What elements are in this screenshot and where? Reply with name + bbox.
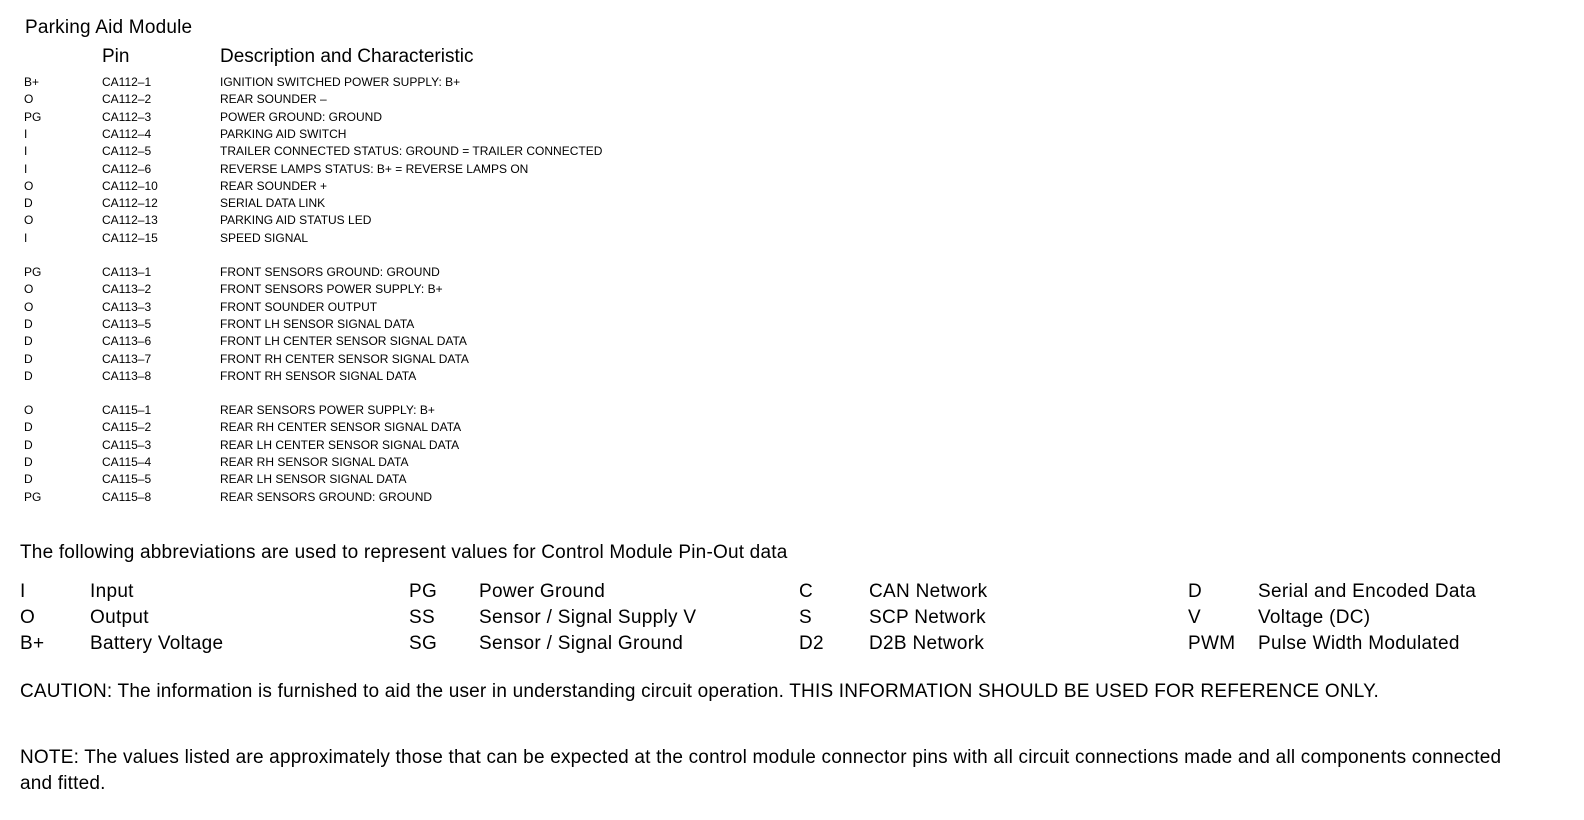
- pin-description: FRONT RH CENTER SENSOR SIGNAL DATA: [220, 351, 469, 366]
- pin-type: D: [24, 334, 33, 349]
- pin-description: IGNITION SWITCHED POWER SUPPLY: B+: [220, 75, 461, 89]
- pin-type: O: [24, 92, 34, 107]
- abbreviation-label: Voltage (DC): [1258, 607, 1371, 628]
- abbreviation-code: V: [1188, 607, 1201, 628]
- abbreviation-code: O: [20, 607, 36, 628]
- pin-description: FRONT LH SENSOR SIGNAL DATA: [220, 316, 415, 331]
- pin-type: O: [24, 282, 34, 297]
- abbreviation-code: S: [799, 607, 812, 628]
- pin-id: CA115–4: [102, 454, 152, 469]
- pin-id: CA113–3: [102, 299, 152, 314]
- pin-id: CA112–3: [102, 109, 152, 124]
- pin-type: I: [24, 126, 28, 141]
- pin-id: CA115–2: [102, 420, 152, 435]
- pin-type: PG: [24, 489, 42, 504]
- pin-type: D: [24, 454, 33, 469]
- pin-id: CA115–8: [102, 489, 152, 504]
- pin-description: FRONT LH CENTER SENSOR SIGNAL DATA: [220, 334, 467, 349]
- pin-type: D: [24, 437, 33, 452]
- pin-id: CA113–2: [102, 282, 152, 297]
- abbreviation-code: PWM: [1188, 633, 1236, 654]
- note-text: NOTE: The values listed are approximately those that can be expected at the control module connector pins with all circuit connections made and all components connected and fitted.: [20, 747, 1502, 794]
- abbreviation-label: Serial and Encoded Data: [1258, 581, 1477, 602]
- abbreviation-label: Battery Voltage: [90, 633, 224, 654]
- pin-type: D: [24, 316, 33, 331]
- pin-description: PARKING AID SWITCH: [220, 126, 347, 141]
- pin-type: O: [24, 403, 34, 417]
- pin-type: I: [24, 230, 28, 245]
- pin-description: FRONT RH SENSOR SIGNAL DATA: [220, 368, 417, 383]
- pin-type: I: [24, 144, 28, 159]
- abbreviation-label: Sensor / Signal Supply V: [479, 607, 697, 628]
- pin-id: CA113–5: [102, 316, 152, 331]
- pin-description: REAR RH CENTER SENSOR SIGNAL DATA: [220, 420, 462, 435]
- pin-id: CA115–3: [102, 437, 152, 452]
- pin-id: CA112–4: [102, 126, 152, 141]
- abbreviation-code: C: [799, 581, 814, 602]
- pin-type: B+: [24, 75, 40, 89]
- pin-column-header: Pin: [102, 46, 130, 67]
- abbreviation-code: D2: [799, 633, 824, 654]
- pin-description: REAR LH CENTER SENSOR SIGNAL DATA: [220, 437, 460, 452]
- abbreviation-label: Output: [90, 607, 149, 628]
- pin-description: REVERSE LAMPS STATUS: B+ = REVERSE LAMPS ON: [220, 161, 529, 176]
- abbreviation-label: D2B Network: [869, 633, 985, 654]
- abbreviation-code: PG: [409, 581, 438, 602]
- abbreviation-label: SCP Network: [869, 607, 986, 628]
- pin-description: PARKING AID STATUS LED: [220, 213, 372, 228]
- pin-id: CA112–13: [102, 213, 158, 228]
- pin-id: CA112–5: [102, 144, 152, 159]
- abbreviation-label: CAN Network: [869, 581, 988, 602]
- pin-description: TRAILER CONNECTED STATUS: GROUND = TRAILER CONNECTED: [220, 144, 603, 159]
- pin-description: REAR RH SENSOR SIGNAL DATA: [220, 454, 409, 469]
- pin-type: D: [24, 351, 33, 366]
- abbreviation-code: SS: [409, 607, 435, 628]
- pin-type: D: [24, 196, 33, 211]
- abbreviation-label: Input: [90, 581, 134, 602]
- pin-id: CA113–6: [102, 334, 152, 349]
- pin-description: POWER GROUND: GROUND: [220, 109, 382, 124]
- pin-type: I: [24, 161, 28, 176]
- page-title: Parking Aid Module: [25, 17, 193, 38]
- pin-id: CA112–12: [102, 196, 158, 211]
- pin-id: CA112–15: [102, 230, 158, 245]
- pin-id: CA113–1: [102, 265, 152, 279]
- caution-text: CAUTION: The information is furnished to aid the user in understanding circuit operation. THIS INFORMATION SHOULD BE USED FOR REFERENCE ONLY.: [20, 681, 1380, 702]
- pin-id: CA115–1: [102, 403, 152, 417]
- pin-description: REAR SENSORS POWER SUPPLY: B+: [220, 403, 435, 417]
- pin-description: SPEED SIGNAL: [220, 230, 309, 245]
- pin-description: REAR SOUNDER –: [220, 92, 327, 107]
- pin-id: CA115–5: [102, 472, 152, 487]
- abbreviation-label: Sensor / Signal Ground: [479, 633, 684, 654]
- pin-type: O: [24, 213, 34, 228]
- pin-type: D: [24, 472, 33, 487]
- pin-id: CA112–10: [102, 178, 158, 193]
- description-column-header: Description and Characteristic: [220, 46, 474, 67]
- pin-description: FRONT SENSORS POWER SUPPLY: B+: [220, 282, 443, 297]
- pin-type: D: [24, 420, 33, 435]
- abbreviations-title: The following abbreviations are used to represent values for Control Module Pin-Out data: [20, 542, 788, 563]
- pin-description: FRONT SENSORS GROUND: GROUND: [220, 265, 440, 279]
- pin-id: CA113–7: [102, 351, 152, 366]
- pin-type: O: [24, 178, 34, 193]
- pin-id: CA112–6: [102, 161, 152, 176]
- pin-id: CA113–8: [102, 368, 152, 383]
- pin-type: O: [24, 299, 34, 314]
- abbreviation-code: B+: [20, 633, 45, 654]
- pin-description: SERIAL DATA LINK: [220, 196, 326, 211]
- pin-type: D: [24, 368, 33, 383]
- abbreviation-code: SG: [409, 633, 438, 654]
- pin-id: CA112–1: [102, 75, 152, 89]
- pin-description: FRONT SOUNDER OUTPUT: [220, 299, 378, 314]
- pin-type: PG: [24, 265, 42, 279]
- pin-type: PG: [24, 109, 42, 124]
- pin-id: CA112–2: [102, 92, 152, 107]
- abbreviation-code: D: [1188, 581, 1203, 602]
- pin-description: REAR SOUNDER +: [220, 178, 328, 193]
- abbreviation-code: I: [20, 581, 26, 602]
- abbreviation-label: Pulse Width Modulated: [1258, 633, 1460, 654]
- pin-description: REAR LH SENSOR SIGNAL DATA: [220, 472, 407, 487]
- abbreviation-label: Power Ground: [479, 581, 606, 602]
- pin-description: REAR SENSORS GROUND: GROUND: [220, 489, 433, 504]
